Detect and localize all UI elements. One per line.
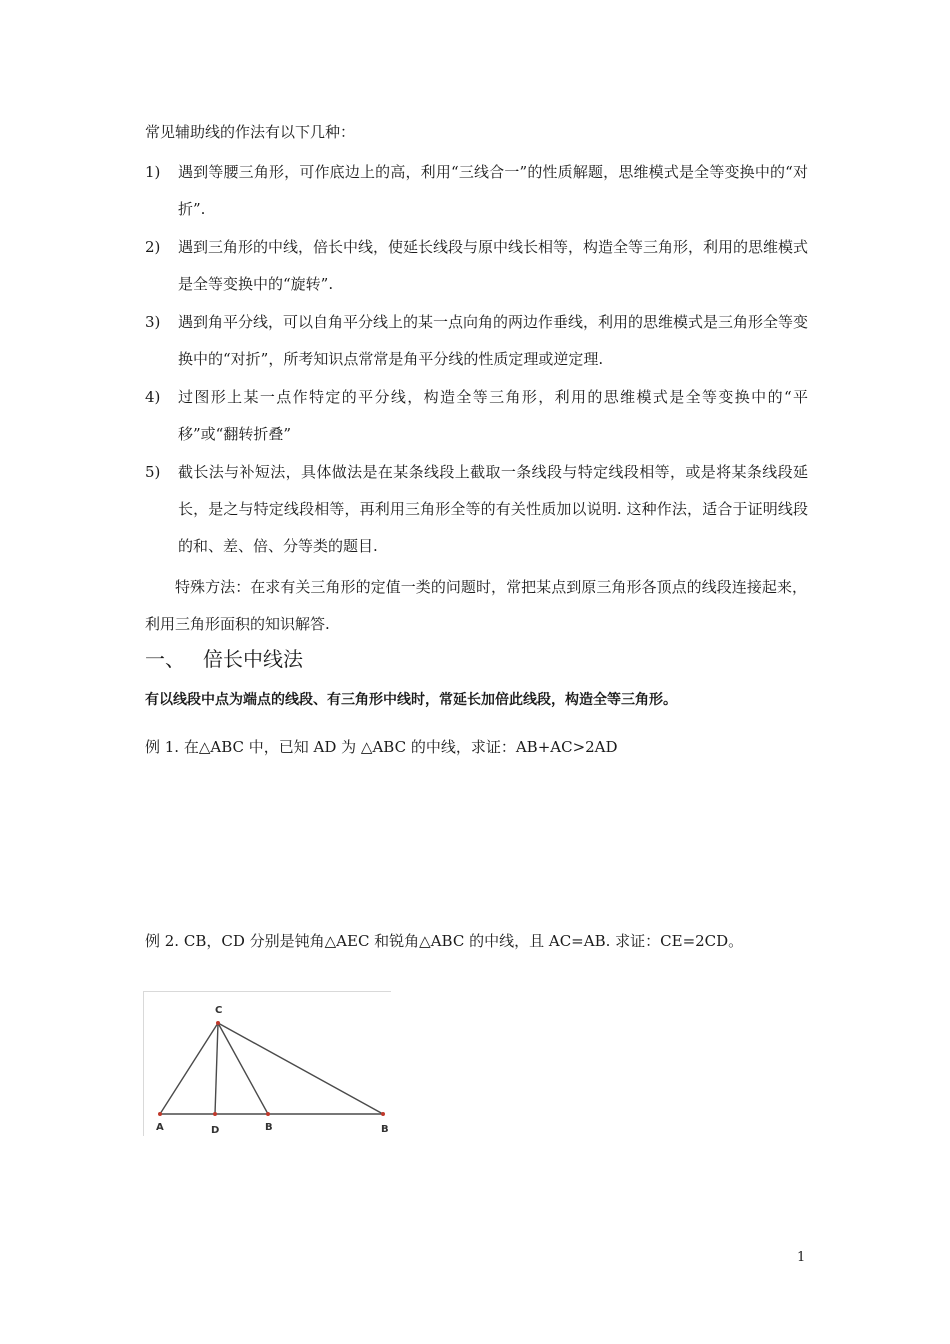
- label-b: B: [265, 1122, 273, 1133]
- item-number-1: 1): [145, 163, 161, 181]
- segment-cd: [215, 1023, 218, 1114]
- section-intro: 有以线段中点为端点的线段、有三角形中线时，常延长加倍此线段，构造全等三角形。: [145, 692, 677, 708]
- point-e: [381, 1112, 385, 1116]
- label-c: C: [215, 1005, 223, 1016]
- item-number-4: 4): [145, 388, 161, 406]
- example-2: 例 2. CB，CD 分别是钝角△AEC 和锐角△ABC 的中线，且 AC=AB. 求证：CE=2CD。: [145, 932, 744, 950]
- item-number-5: 5): [145, 463, 161, 481]
- item-text-3: 遇到角平分线，可以自角平分线上的某一点向角的两边作垂线，利用的思维模式是三角形全等变换中的“对折”，所考知识点常常是角平分线的性质定理或逆定理.: [178, 313, 809, 368]
- point-c: [216, 1021, 220, 1025]
- label-b-right: B: [381, 1124, 389, 1135]
- item-text-2: 遇到三角形的中线，倍长中线，使延长线段与原中线长相等，构造全等三角形，利用的思维模式是全等变换中的“旋转”.: [178, 238, 809, 293]
- item-text-1: 遇到等腰三角形，可作底边上的高，利用“三线合一”的性质解题，思维模式是全等变换中的“对折”.: [178, 163, 808, 218]
- geometry-figure: [143, 991, 391, 1136]
- example-1: 例 1. 在△ABC 中，已知 AD 为 △ABC 的中线，求证：AB+AC>2AD: [145, 738, 618, 756]
- special-method-paragraph: 特殊方法：在求有关三角形的定值一类的问题时，常把某点到原三角形各顶点的线段连接起来，利用三角形面积的知识解答.: [145, 578, 807, 633]
- intro-line: 常见辅助线的作法有以下几种：: [145, 123, 356, 141]
- segment-ca: [160, 1023, 218, 1114]
- item-text-5: 截长法与补短法，具体做法是在某条线段上截取一条线段与特定线段相等，或是将某条线段延长，是之与特定线段相等，再利用三角形全等的有关性质加以说明. 这种作法，适合于证明线段的和、差、倍、分等类的题目.: [178, 463, 808, 555]
- item-text-4: 过图形上某一点作特定的平分线，构造全等三角形，利用的思维模式是全等变换中的“平移”或“翻转折叠”: [178, 388, 808, 443]
- section-number: 一、: [145, 647, 185, 671]
- triangle-diagram: [144, 992, 392, 1137]
- section-heading: [145, 645, 303, 673]
- label-d: D: [211, 1125, 220, 1136]
- point-b: [266, 1112, 270, 1116]
- item-number-3: 3): [145, 313, 161, 331]
- label-a: A: [156, 1122, 164, 1133]
- point-d: [213, 1112, 217, 1116]
- item-number-2: 2): [145, 238, 161, 256]
- page-number: 1: [797, 1250, 806, 1265]
- section-title: 倍长中线法: [203, 647, 303, 671]
- point-a: [158, 1112, 162, 1116]
